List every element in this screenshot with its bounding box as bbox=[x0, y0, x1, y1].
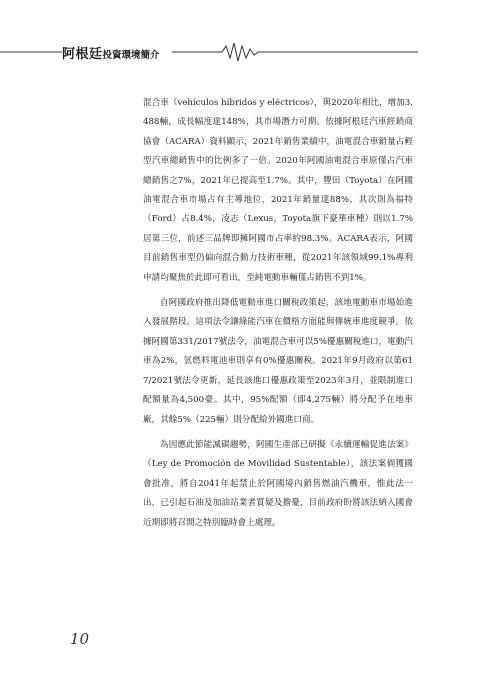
page-number: 10 bbox=[70, 630, 90, 648]
header-title bbox=[62, 43, 160, 62]
paragraph-import-tariff: 自阿國政府推出降低電動車進口關稅政策起，該地電動車市場始進入發展階段，這項法令讓綠能汽車在價格方面能與傳統車進度競爭。依據阿國第331/2017號法令，油電混合車可以5%優惠關稅進口，電動汽車為2%，氫燃料電池車則享有0%優惠關稅。2021年9月政府以第617/2021號法令更新，延長該進口優惠政策至2023年3月，並限制進口配額量為4,500臺。其中，95%配額（即4,275輛）將分配予在地車廠，其餘5%（225輛）則分配給外國進口商。 bbox=[143, 298, 413, 425]
paragraph-sustainable-mobility-law: 為因應此節能減碳趨勢，阿國生產部已研擬《永續運輸促進法案》（Ley de Promoción de Movilidad Sustentable），該法案倘獲國會批准，將自2041年起禁止於阿國境內銷售燃油汽機車，惟此法一出，已引起石油及加油站業者質疑及擔憂，目前政府盼將該法納入國會近期即將召開之特別臨時會上處理。 bbox=[143, 439, 413, 528]
page-header bbox=[0, 40, 480, 66]
paragraph-hybrid-sales: 混合車（vehículos híbridos y eléctricos），與2020年相比，增加3,488輛，成長幅度達148%，其市場潛力可期。依據阿根廷汽車經銷商協會（ACARA）資料顯示，2021年銷售業績中，油電混合車銷量占輕型汽車總銷售中的比例多了一倍。2020年阿國油電混合車原僅占汽車總銷售之7%，2021年已提高至1.7%。其中，豐田（Toyota）在阿國油電混合車市場占有主導地位，2021年銷量達88%，其次則為福特（Ford）占8.4%，凌志（Lexus，Toyota旗下豪華車種）則以1.7%居第三位，前述三品牌即擁阿國市占率約98.3%。ACARA表示，阿國目前銷售車型仍偏向混合動力技術車種，從2021年該領域99.1%專利申請均聚焦於此即可看出，至純電動車輛僅占銷售不到1%。 bbox=[143, 98, 413, 283]
header-title-sub: 投資環境簡介 bbox=[102, 50, 160, 61]
body-text bbox=[143, 94, 413, 533]
header-title-main: 阿根廷 bbox=[62, 47, 103, 62]
